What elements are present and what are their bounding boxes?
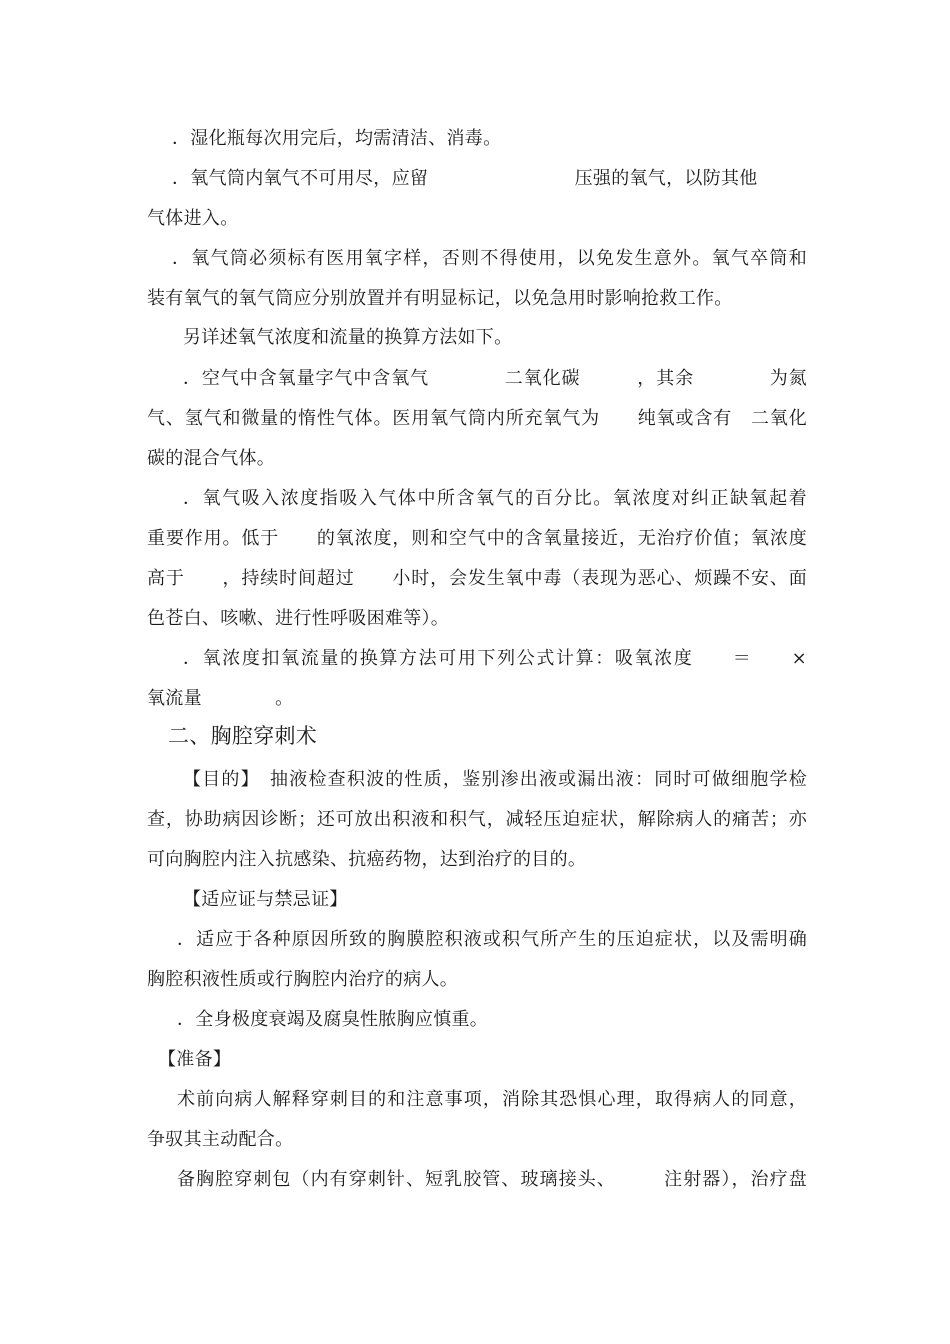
text-line: ．氧气筒内氧气不可用尽，应留 压强的氧气，以防其他 [172,168,758,189]
subheading: 【准备】 [158,1049,232,1070]
text-line: 装有氧气的氧气筒应分别放置并有明显标记，以免急用时影响抢救工作。 [147,288,733,309]
text-line: ．氧浓度扣氧流量的换算方法可用下列公式计算：吸氧浓度 ＝ × [183,648,807,669]
text-line: 争驭其主动配合。 [147,1129,294,1150]
text-line: 查，协助病因诊断；还可放出积液和积气，减轻压迫症状，解除病人的痛苦；亦 [147,809,807,830]
text-line: ．氧气筒必须标有医用氧字样，否则不得使用，以免发生意外。氧气卒筒和 [172,248,807,269]
text-line: 可向胸腔内注入抗感染、抗癌药物，达到治疗的目的。 [147,849,587,870]
text-line: ．氧气吸入浓度指吸入气体中所含氧气的百分比。氧浓度对纠正缺氧起着 [183,488,807,509]
text-line: 【目的】 抽液检查积波的性质，鉴别渗出液或漏出液：同时可做细胞学检 [183,769,807,790]
text-line: 碳的混合气体。 [147,448,276,469]
text-line: ．空气中含氧量字气中含氧气 二氧化碳 ，其余 为氮 [183,368,807,389]
section-heading: 二、胸腔穿刺术 [168,724,318,748]
text-line: 重要作用。低于 的氧浓度，则和空气中的含氧量接近，无治疗价值；氧浓度 [147,528,807,549]
text-line: 色苍白、咳嗽、进行性呼吸困难等）。 [147,608,450,629]
text-line: 术前向病人解释穿刺目的和注意事项，消除其恐惧心理，取得病人的同意， [177,1089,807,1110]
text-line: 高于 ，持续时间超过 小时，会发生氧中毒（表现为恶心、烦躁不安、面 [147,568,807,589]
text-line: ．适应于各种原因所致的胸膜腔积液或积气所产生的压迫症状，以及需明确 [177,929,807,950]
text-line: 氧流量 。 [147,688,294,709]
text-line: 另详述氧气浓度和流量的换算方法如下。 [183,327,513,348]
text-line: 气体进入。 [147,208,239,229]
text-line: 胸腔积液性质或行胸腔内治疗的病人。 [147,969,459,990]
subheading: 【适应证与禁忌证】 [183,889,348,910]
text-line: ．全身极度衰竭及腐臭性脓胸应慎重。 [177,1009,489,1030]
text-line: 备胸腔穿刺包（内有穿刺针、短乳胶管、玻璃接头、 注射器），治疗盘 [177,1169,807,1190]
text-line: 气、氢气和微量的惰性气体。医用氧气筒内所充氧气为 纯氧或含有 二氧化 [147,408,807,429]
text-line: ．湿化瓶每次用完后，均需清洁、消毒。 [172,128,502,149]
